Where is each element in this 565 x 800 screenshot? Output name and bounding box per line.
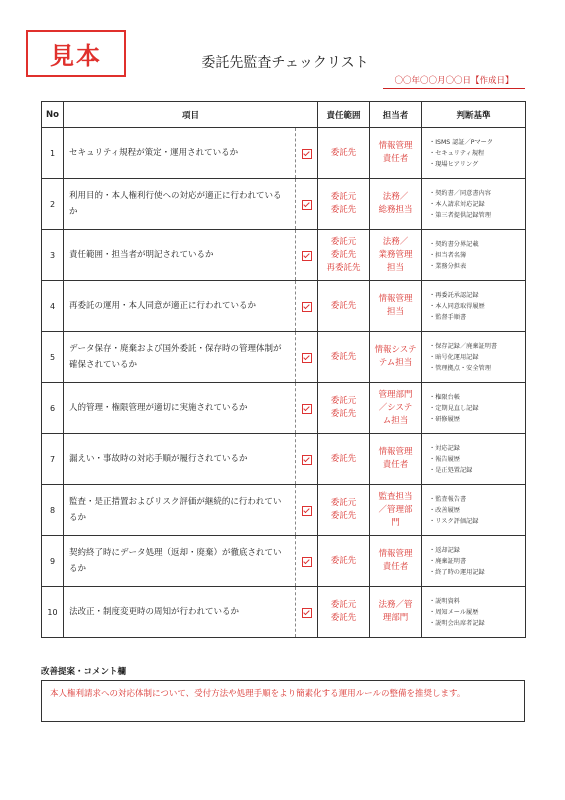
row-number: 6 bbox=[42, 383, 64, 434]
header-no: No bbox=[42, 102, 64, 128]
scope-cell: 委託先 bbox=[318, 332, 370, 383]
owner-cell: 法務／管 理部門 bbox=[370, 587, 422, 638]
criteria-cell: ・契約書／同意書内容 ・本人請求対応記録 ・第三者提供記録管理 bbox=[422, 179, 526, 230]
row-number: 2 bbox=[42, 179, 64, 230]
header-owner: 担当者 bbox=[370, 102, 422, 128]
owner-cell: 法務／ 総務担当 bbox=[370, 179, 422, 230]
checkbox-checked-icon[interactable] bbox=[302, 506, 312, 516]
scope-cell: 委託先 bbox=[318, 434, 370, 485]
scope-cell: 委託先 bbox=[318, 281, 370, 332]
checkbox-checked-icon[interactable] bbox=[302, 149, 312, 159]
checkbox-checked-icon[interactable] bbox=[302, 404, 312, 414]
checkbox-checked-icon[interactable] bbox=[302, 353, 312, 363]
table-row bbox=[42, 536, 526, 587]
item-text: 契約終了時にデータ処理（返却・廃棄）が徹底されているか bbox=[64, 536, 296, 587]
checkbox-cell[interactable] bbox=[296, 230, 318, 281]
scope-cell: 委託元 委託先 再委託先 bbox=[318, 230, 370, 281]
creation-date: 〇〇年〇〇月〇〇日【作成日】 bbox=[383, 74, 525, 89]
item-text: 責任範囲・担当者が明記されているか bbox=[64, 230, 296, 281]
table-row bbox=[42, 434, 526, 485]
checkbox-cell[interactable] bbox=[296, 485, 318, 536]
owner-cell: 情報管理 責任者 bbox=[370, 128, 422, 179]
item-text: 法改正・制度変更時の周知が行われているか bbox=[64, 587, 296, 638]
criteria-cell: ・対応記録 ・報告履歴 ・是正処置記録 bbox=[422, 434, 526, 485]
row-number: 5 bbox=[42, 332, 64, 383]
header-scope: 責任範囲 bbox=[318, 102, 370, 128]
item-text: 人的管理・権限管理が適切に実施されているか bbox=[64, 383, 296, 434]
owner-cell: 情報管理 責任者 bbox=[370, 536, 422, 587]
table-row bbox=[42, 281, 526, 332]
comments-label: 改善提案・コメント欄 bbox=[41, 667, 127, 677]
owner-cell: 法務／ 業務管理 担当 bbox=[370, 230, 422, 281]
criteria-cell: ・再委託承認記録 ・本人同意取得履歴 ・監督手順書 bbox=[422, 281, 526, 332]
checkbox-checked-icon[interactable] bbox=[302, 302, 312, 312]
scope-cell: 委託先 bbox=[318, 536, 370, 587]
item-text: セキュリティ規程が策定・運用されているか bbox=[64, 128, 296, 179]
header-criteria: 判断基準 bbox=[422, 102, 526, 128]
checkbox-cell[interactable] bbox=[296, 179, 318, 230]
table-row bbox=[42, 179, 526, 230]
scope-cell: 委託元 委託先 bbox=[318, 587, 370, 638]
owner-cell: 情報管理 責任者 bbox=[370, 434, 422, 485]
item-text: 再委託の運用・本人同意が適正に行われているか bbox=[64, 281, 296, 332]
checkbox-cell[interactable] bbox=[296, 587, 318, 638]
row-number: 9 bbox=[42, 536, 64, 587]
scope-cell: 委託元 委託先 bbox=[318, 179, 370, 230]
row-number: 8 bbox=[42, 485, 64, 536]
checkbox-cell[interactable] bbox=[296, 434, 318, 485]
scope-cell: 委託先 bbox=[318, 128, 370, 179]
checkbox-cell[interactable] bbox=[296, 128, 318, 179]
item-text: 監査・是正措置およびリスク評価が継続的に行われているか bbox=[64, 485, 296, 536]
checkbox-cell[interactable] bbox=[296, 383, 318, 434]
criteria-cell: ・権限台帳 ・定期見直し記録 ・研修履歴 bbox=[422, 383, 526, 434]
checkbox-checked-icon[interactable] bbox=[302, 557, 312, 567]
row-number: 3 bbox=[42, 230, 64, 281]
sample-stamp: 見本 bbox=[26, 30, 126, 77]
table-header-row bbox=[42, 102, 526, 128]
table-row bbox=[42, 587, 526, 638]
criteria-cell: ・説明資料 ・周知メール履歴 ・説明会出席者記録 bbox=[422, 587, 526, 638]
owner-cell: 管理部門 ／システ ム担当 bbox=[370, 383, 422, 434]
table-row bbox=[42, 383, 526, 434]
item-text: データ保存・廃棄および国外委託・保存時の管理体制が確保されているか bbox=[64, 332, 296, 383]
comments-text: 本人権利請求への対応体制について、受付方法や処理手順をより簡素化する運用ルールの整備を推奨します。 bbox=[50, 689, 466, 699]
checkbox-checked-icon[interactable] bbox=[302, 608, 312, 618]
criteria-cell: ・契約書分界記載 ・担当者名簿 ・業務分担表 bbox=[422, 230, 526, 281]
item-text: 利用目的・本人権利行使への対応が適正に行われているか bbox=[64, 179, 296, 230]
owner-cell: 情報システ テム担当 bbox=[370, 332, 422, 383]
row-number: 4 bbox=[42, 281, 64, 332]
owner-cell: 情報管理 担当 bbox=[370, 281, 422, 332]
header-item: 項目 bbox=[64, 102, 318, 128]
page-title: 委託先監査チェックリスト bbox=[201, 55, 369, 71]
checkbox-checked-icon[interactable] bbox=[302, 200, 312, 210]
row-number: 7 bbox=[42, 434, 64, 485]
criteria-cell: ・保存記録／廃棄証明書 ・暗号化運用記録 ・管理拠点・安全管理 bbox=[422, 332, 526, 383]
row-number: 1 bbox=[42, 128, 64, 179]
row-number: 10 bbox=[42, 587, 64, 638]
checkbox-cell[interactable] bbox=[296, 332, 318, 383]
criteria-cell: ・ISMS 認証／Pマーク ・セキュリティ規程 ・現場ヒアリング bbox=[422, 128, 526, 179]
criteria-cell: ・監査報告書 ・改善履歴 ・リスク評価記録 bbox=[422, 485, 526, 536]
criteria-cell: ・返却記録 ・廃棄証明書 ・終了時の運用記録 bbox=[422, 536, 526, 587]
table-row bbox=[42, 332, 526, 383]
table-row bbox=[42, 128, 526, 179]
scope-cell: 委託元 委託先 bbox=[318, 485, 370, 536]
checkbox-cell[interactable] bbox=[296, 536, 318, 587]
owner-cell: 監査担当 ／管理部 門 bbox=[370, 485, 422, 536]
checkbox-checked-icon[interactable] bbox=[302, 455, 312, 465]
table-row bbox=[42, 485, 526, 536]
checkbox-cell[interactable] bbox=[296, 281, 318, 332]
table-row bbox=[42, 230, 526, 281]
checkbox-checked-icon[interactable] bbox=[302, 251, 312, 261]
scope-cell: 委託元 委託先 bbox=[318, 383, 370, 434]
audit-checklist-table bbox=[41, 101, 526, 638]
item-text: 漏えい・事故時の対応手順が履行されているか bbox=[64, 434, 296, 485]
comments-box[interactable] bbox=[41, 680, 525, 722]
